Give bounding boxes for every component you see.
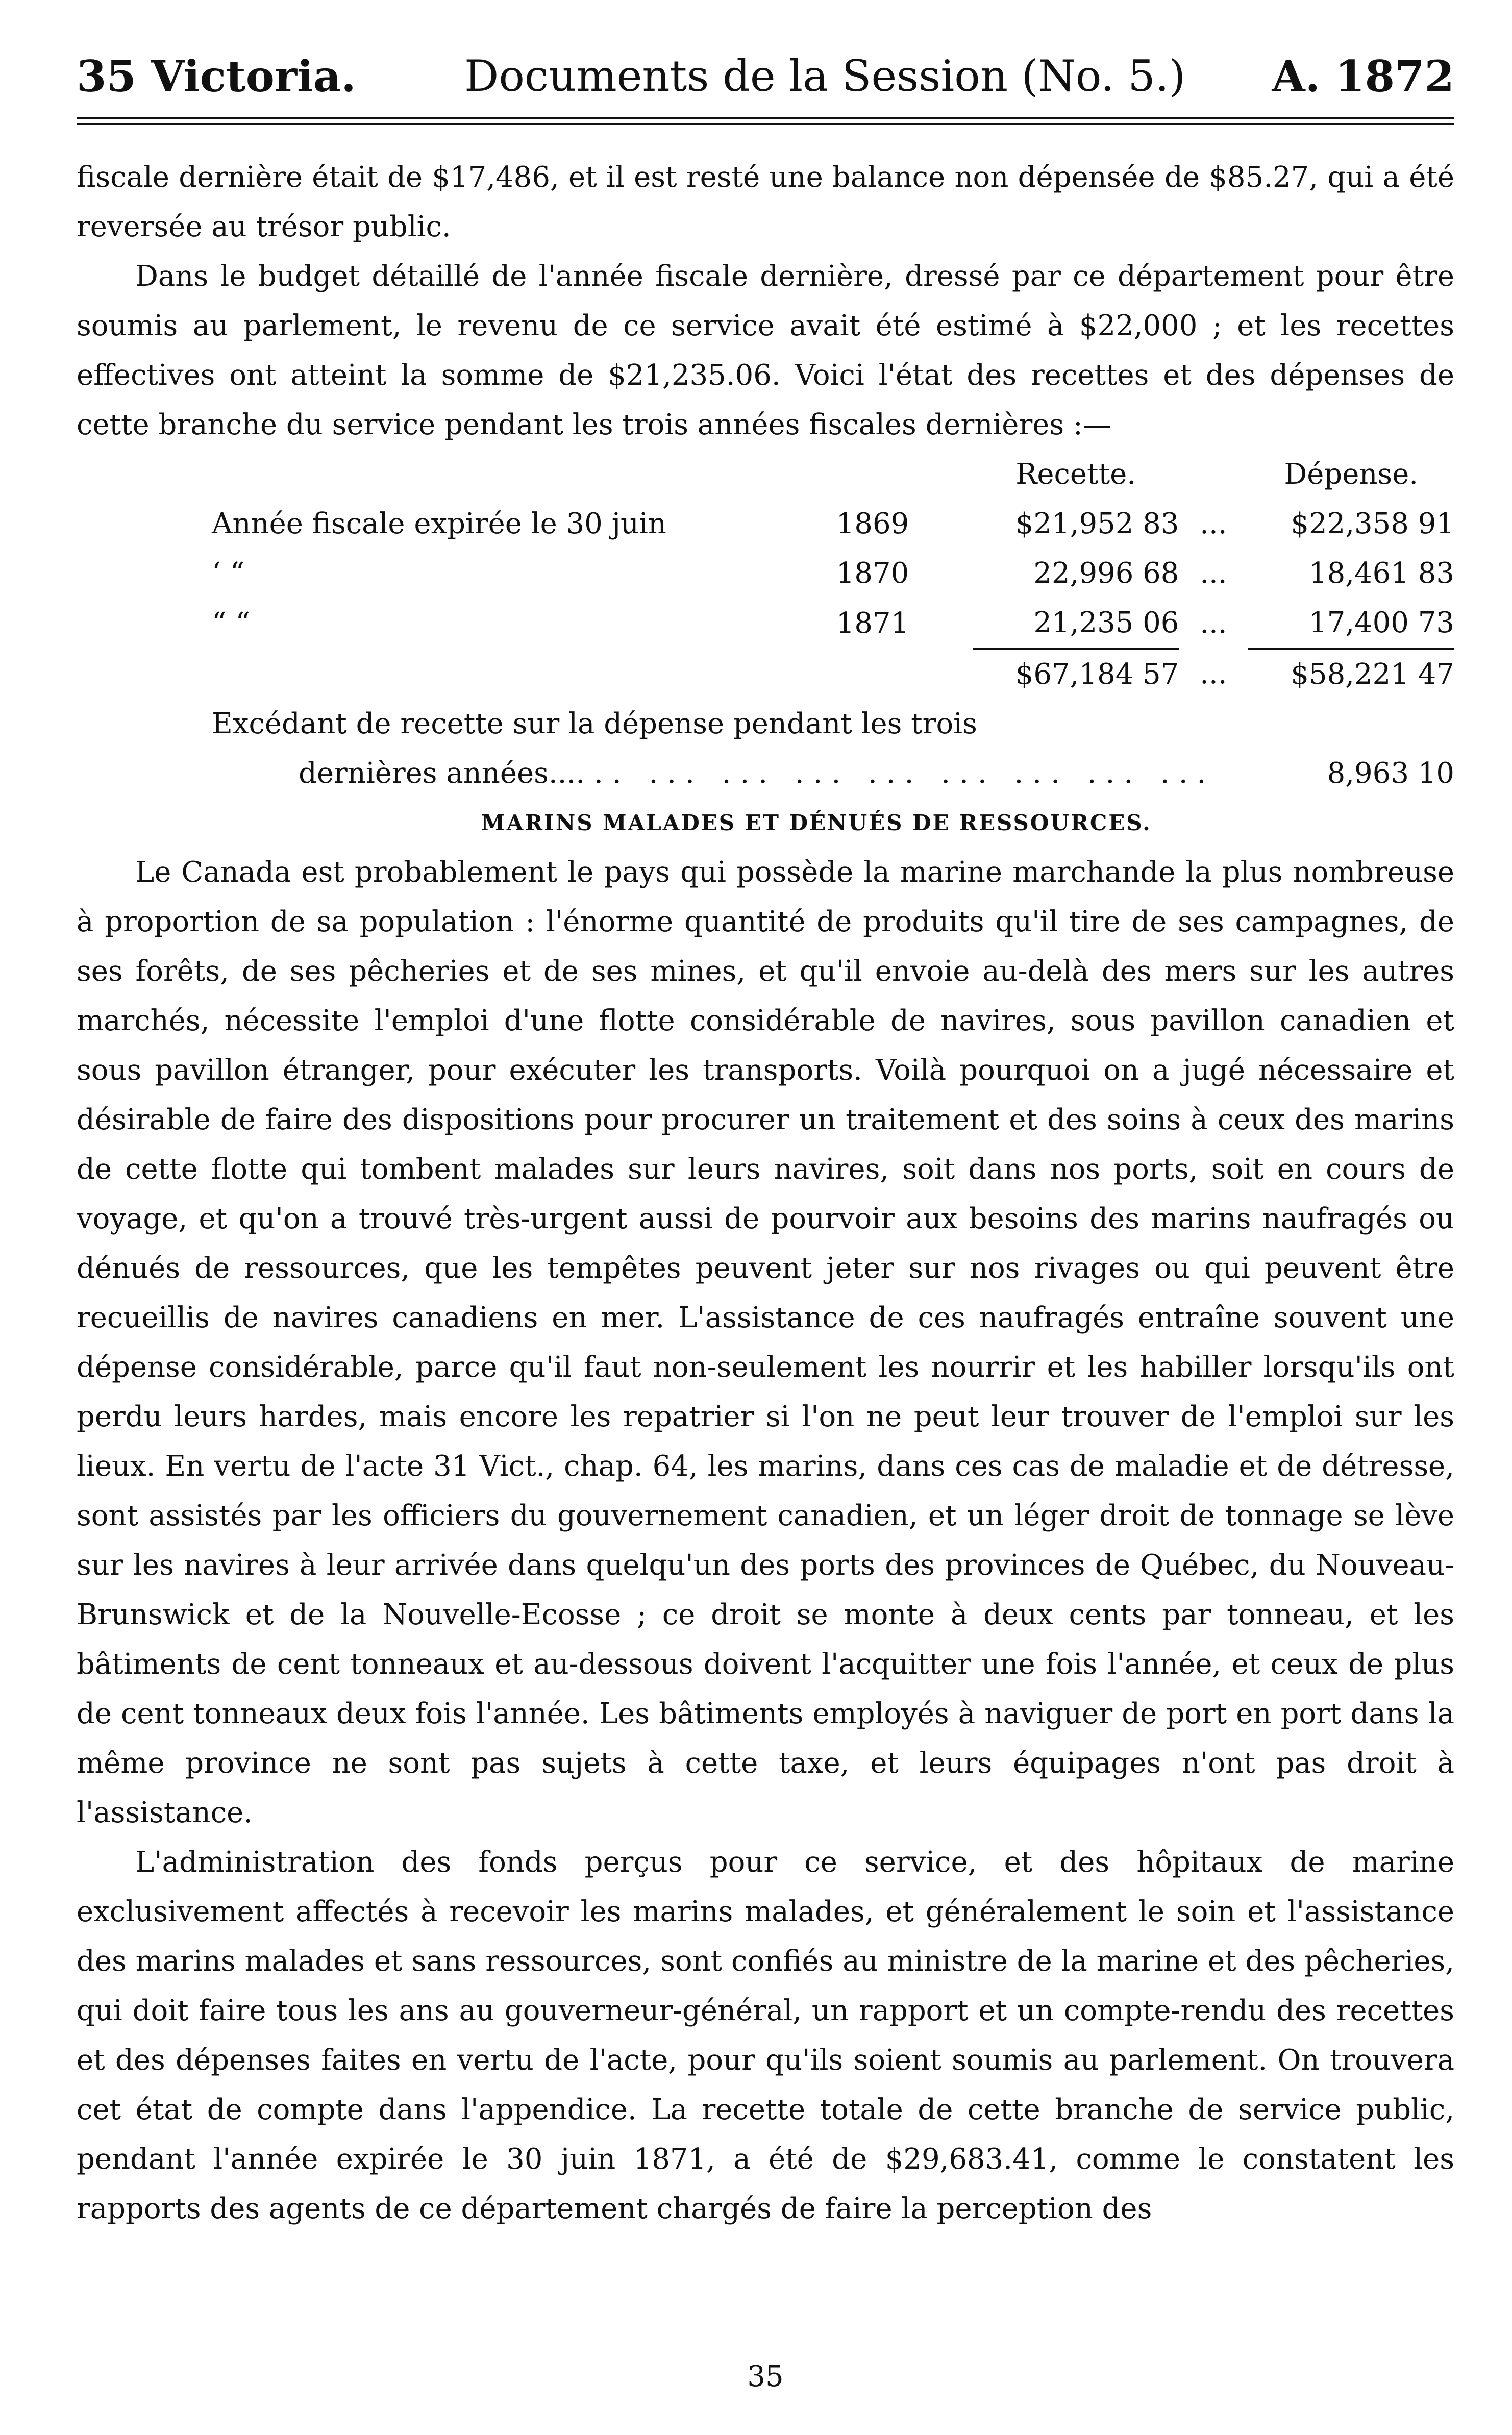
body-text (77, 153, 1454, 2233)
row-separator: ... (1200, 607, 1227, 640)
row-depense: $22,358 91 (1291, 507, 1454, 540)
header-year: A. 1872 (1272, 51, 1454, 102)
row-recette: $21,952 83 (1015, 507, 1179, 540)
row-separator: ... (1200, 557, 1227, 590)
paragraph-marine: Le Canada est probablement le pays qui possède la marine marchande la plus nombreuse à proportion de sa population : l'énorme quantité de produits qu'il tire de ses campagnes, de ses forêts, de ses pêcheries et de ses mines, et qu'il envoie au-delà des mers sur les autres marchés, nécessite l'emploi d'une flotte considérable de navires, sous pavillon canadien et sous pavillon étranger, pour exécuter les transports. Voilà pourquoi on a jugé nécessaire et désirable de faire des dispositions pour procurer un traitement et des soins à ceux des marins de cette flotte qui tombent malades sur leurs navires, soit dans nos ports, soit en cours de voyage, et qu'on a trouvé très-urgent aussi de pourvoir aux besoins des marins naufragés ou dénués de ressources, que les tempêtes peuvent jeter sur nos rivages ou qui peuvent être recueillis de navires canadiens en mer. L'assistance de ces naufragés entraîne souvent une dépense considérable, parce qu'il faut non-seulement les nourrir et les habiller lorsqu'ils ont perdu leurs hardes, mais encore les repatrier si l'on ne peut leur trouver de l'emploi sur les lieux. En vertu de l'acte 31 Vict., chap. 64, les marins, dans ces cas de maladie et de détresse, sont assistés par les officiers du gouvernement canadien, et un léger droit de tonnage se lève sur les navires à leur arrivée dans quelqu'un des ports des provinces de Québec, du Nouveau-Brunswick et de la Nouvelle-Ecosse ; ce droit se monte à deux cents par tonneau, et les bâtiments de cent tonneaux et au-dessous doivent l'acquitter une fois l'année, et ceux de plus de cent tonneaux deux fois l'année. Les bâtiments employés à naviguer de port en port dans la même province ne sont pas sujets à cette taxe, et leurs équipages n'ont pas droit à l'assistance. (77, 856, 1454, 1829)
row-separator: ... (1200, 507, 1227, 540)
leader-dots: ... ... ... ... ... ... ... ... ... (576, 757, 1216, 790)
excedant-amount: 8,963 10 (1327, 757, 1454, 790)
page-number: 35 (747, 2360, 784, 2393)
row-label: ‘ “ (212, 557, 245, 590)
header-rule (77, 117, 1454, 119)
row-depense: 18,461 83 (1308, 557, 1454, 590)
paragraph-continuation: fiscale dernière était de $17,486, et il est resté une balance non dépensée de $85.27, qui a été reversée au trésor public. (77, 161, 1454, 243)
section-title: MARINS MALADES ET DÉNUÉS DE RESSOURCES. (481, 810, 1152, 835)
excedant-line-total (77, 749, 1454, 798)
row-recette: 21,235 06 (973, 598, 1179, 649)
total-recette: $67,184 57 (1015, 658, 1179, 691)
row-year: 1870 (836, 557, 909, 590)
excedant-line: Excédant de recette sur la dépense pendant les trois (212, 707, 977, 740)
row-label: Année fiscale expirée le 30 juin (212, 507, 666, 540)
receipts-expenses-table (77, 450, 1454, 699)
table-row (77, 598, 1454, 649)
row-year: 1869 (836, 507, 909, 540)
table-row (77, 549, 1454, 598)
paragraph-budget: Dans le budget détaillé de l'année fiscale dernière, dressé par ce département pour être soumis au parlement, le revenu de ce service avait été estimé à $22,000 ; et les recettes effectives ont atteint la somme de $21,235.06. Voici l'état des recettes et des dépenses de cette branche du service pendant les trois années fiscales dernières :— (77, 260, 1454, 441)
row-recette: 22,996 68 (1033, 557, 1179, 590)
total-depense: $58,221 47 (1291, 658, 1454, 691)
row-label: “ “ (212, 607, 251, 640)
table-header-row (77, 450, 1454, 499)
page-header (77, 51, 1454, 117)
table-total-row (77, 649, 1454, 699)
paragraph-administration: L'administration des fonds perçus pour ce service, et des hôpitaux de marine exclusivement affectés à recevoir les marins malades, et généralement le soin et l'assistance des marins malades et sans ressources, sont confiés au ministre de la marine et des pêcheries, qui doit faire tous les ans au gouverneur-général, un rapport et un compte-rendu des recettes et des dépenses faites en vertu de l'acte, pour qu'ils soient soumis au parlement. On trouvera cet état de compte dans l'appendice. La recette totale de cette branche de service public, pendant l'année expirée le 30 juin 1871, a été de $29,683.41, comme le constatent les rapports des agents de ce département chargés de faire la perception des (77, 1846, 1454, 2225)
table-row (77, 499, 1454, 549)
column-header-depense: Dépense. (1284, 458, 1419, 491)
header-regnal-year: 35 Victoria. (77, 51, 356, 102)
column-header-recette: Recette. (1015, 458, 1136, 491)
document-page (77, 51, 1454, 2398)
excedant-label: dernières années... (299, 757, 576, 790)
row-year: 1871 (836, 607, 909, 640)
total-separator: ... (1200, 657, 1227, 690)
header-rule-double (77, 123, 1454, 125)
header-title: Documents de la Session (No. 5.) (464, 51, 1186, 101)
row-depense: 17,400 73 (1248, 598, 1454, 649)
